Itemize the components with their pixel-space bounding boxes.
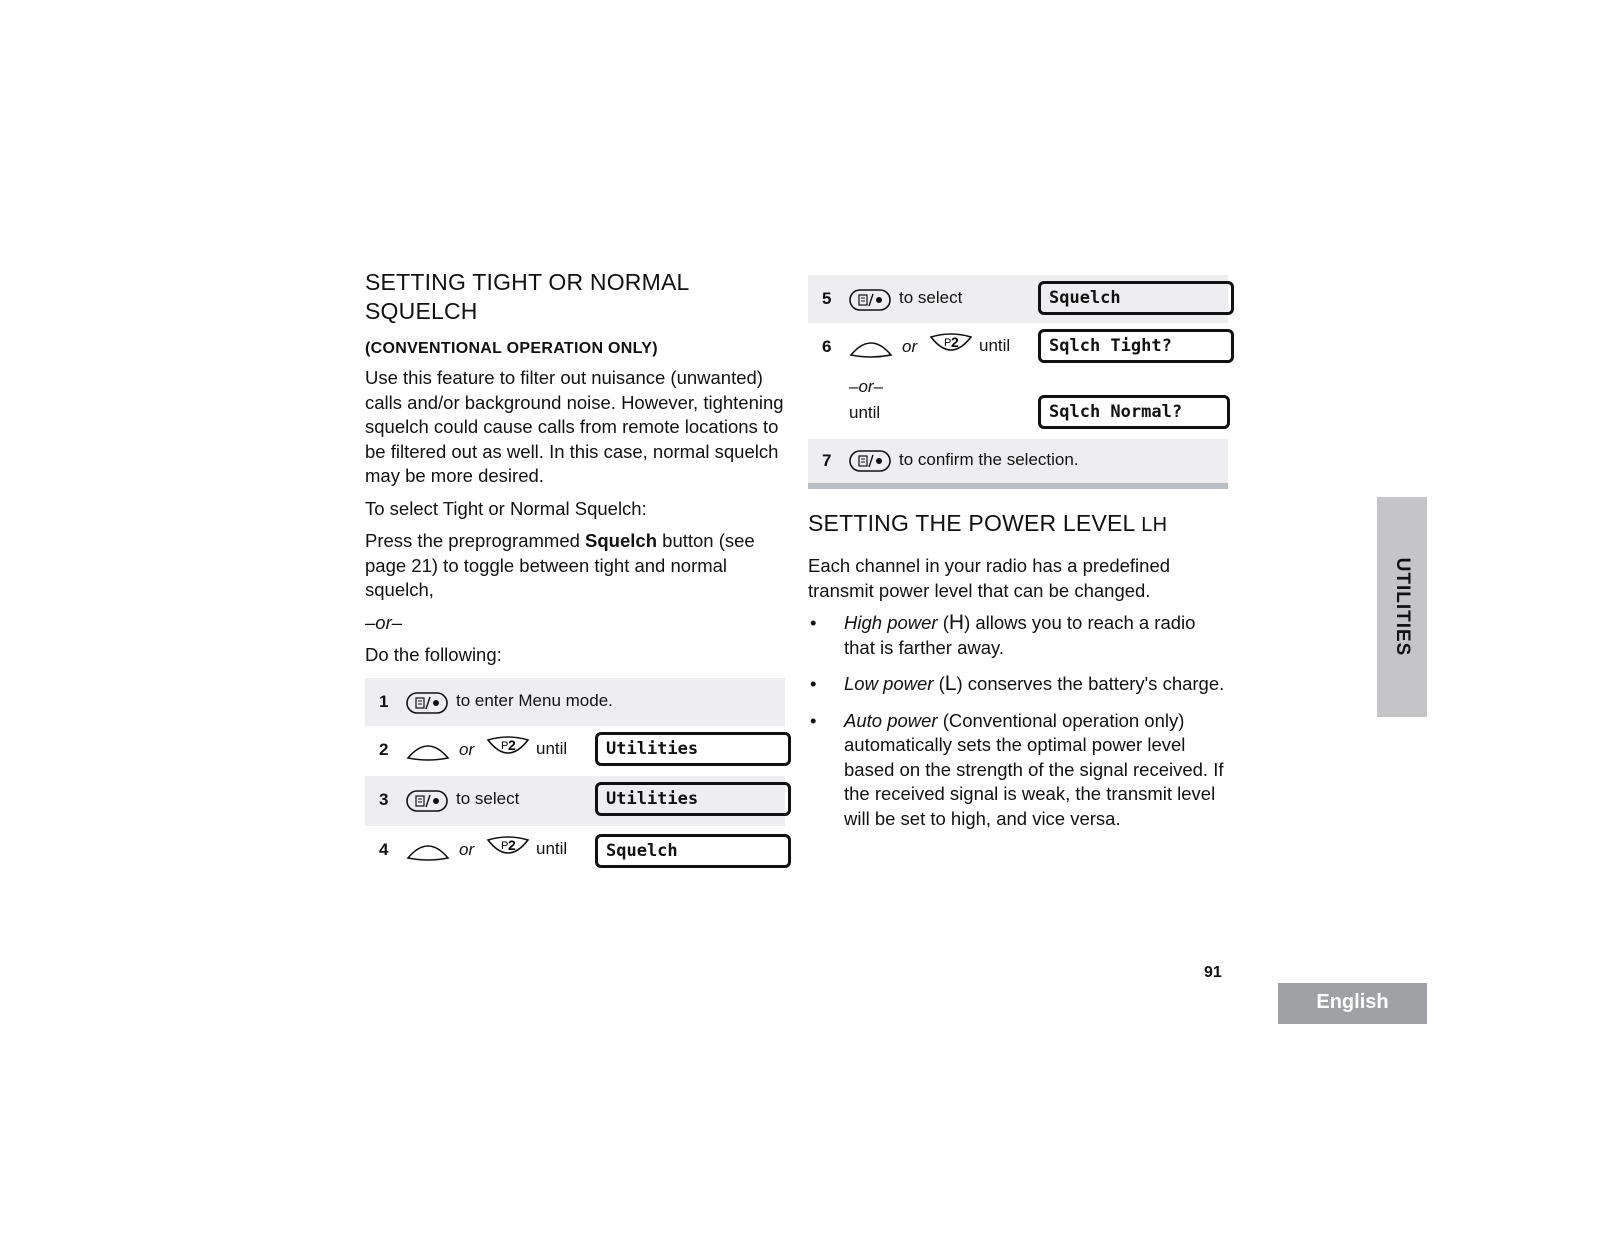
step-row — [808, 275, 1228, 323]
list-item — [808, 709, 1228, 832]
svg-text:P: P — [501, 739, 509, 752]
power-intro-paragraph: Each channel in your radio has a predefined transmit power level that can be changed. — [808, 555, 1171, 601]
menu-select-key-icon — [849, 289, 891, 316]
p2-key-icon — [929, 333, 973, 362]
step-number: 6 — [822, 337, 832, 356]
high-power-desc: allows you to reach a radio that is farther away. — [844, 612, 1196, 658]
menu-select-key-icon — [406, 790, 448, 817]
power-bullets — [808, 611, 1228, 831]
lh-power-icon: LH — [1141, 514, 1168, 536]
p2-key-icon — [486, 736, 530, 765]
high-power-label: High power — [844, 612, 938, 633]
svg-text:2: 2 — [508, 836, 516, 853]
or-text: or — [459, 739, 475, 759]
step-number: 2 — [379, 739, 389, 759]
svg-text:2: 2 — [951, 334, 959, 350]
section-title-power — [808, 509, 1228, 540]
section-title-squelch: SETTING TIGHT OR NORMAL SQUELCH — [365, 269, 689, 324]
paren-open: ( — [938, 673, 945, 694]
do-following: Do the following: — [365, 644, 502, 665]
steps-table-right — [808, 275, 1228, 489]
paren-close: ) — [964, 612, 971, 633]
page-number: 91 — [1204, 964, 1222, 981]
squelch-keyword: Squelch — [585, 530, 658, 551]
bullet-dot: • — [810, 709, 817, 731]
step-number: 1 — [379, 691, 389, 711]
p2-key-icon — [486, 836, 530, 865]
display-sqlch-tight: Sqlch Tight? — [1038, 329, 1234, 363]
or-text: or — [902, 337, 918, 356]
section-subtitle: (CONVENTIONAL OPERATION ONLY) — [365, 340, 658, 357]
low-power-label: Low power — [844, 673, 934, 694]
or-separator: –or– — [849, 377, 884, 396]
list-item — [808, 672, 1228, 697]
list-item — [808, 611, 1228, 660]
press-text: Press the preprogrammed — [365, 530, 586, 551]
step-text: to select — [899, 288, 963, 307]
step-text: to confirm the selection. — [899, 450, 1079, 469]
svg-text:P: P — [944, 337, 952, 349]
menu-select-key-icon — [849, 450, 891, 477]
instruction-paragraph: To select Tight or Normal Squelch: — [365, 497, 647, 519]
l-power-icon: L — [944, 672, 957, 695]
step-row — [365, 678, 785, 726]
step-row — [365, 776, 785, 826]
svg-text:P: P — [501, 839, 509, 852]
intro-paragraph: Use this feature to filter out nuisance (unwanted) calls and/or background noise. However, tightening squelch could cause calls from remote locations to be filtered out as well. In this case, normal squelch may be more desired. — [365, 367, 784, 486]
paren-close: ) — [956, 673, 963, 694]
display-utilities: Utilities — [595, 782, 791, 816]
or-text: or — [459, 839, 475, 859]
menu-select-key-icon — [406, 692, 448, 719]
up-key-icon — [406, 740, 450, 767]
table-bottom-rule — [808, 483, 1228, 489]
until-text: until — [536, 738, 568, 758]
language-tab: English — [1278, 983, 1427, 1024]
left-column — [365, 268, 785, 876]
utilities-side-tab — [1377, 497, 1427, 717]
paren-open: ( — [942, 612, 949, 633]
power-title-text: SETTING THE POWER LEVEL — [808, 510, 1135, 536]
step-number: 4 — [379, 839, 389, 859]
step-row — [365, 826, 785, 876]
step-text: to enter Menu mode. — [456, 690, 613, 710]
up-key-icon — [849, 337, 893, 364]
display-squelch: Squelch — [1038, 281, 1234, 315]
steps-table-left — [365, 678, 785, 876]
step-row-or — [808, 371, 1228, 439]
until-text: until — [979, 336, 1011, 355]
or-separator: –or– — [365, 611, 403, 633]
press-button-paragraph — [365, 529, 785, 603]
bullet-dot: • — [810, 612, 817, 633]
auto-power-desc: (Conventional operation only) automatically sets the optimal power level based on the strength of the signal received. If the received signal is weak, the transmit level will be set to high, and vice versa. — [844, 709, 1224, 829]
bullet-dot: • — [810, 673, 817, 694]
step-row — [808, 323, 1228, 371]
low-power-desc: conserves the battery's charge. — [962, 673, 1225, 694]
step-row — [365, 726, 785, 776]
auto-power-label: Auto power — [844, 709, 938, 731]
h-power-icon: H — [948, 611, 965, 634]
press-text-end: button (see page 21) to toggle between tight and normal squelch, — [365, 530, 755, 600]
step-number: 5 — [822, 289, 832, 308]
right-column — [808, 275, 1228, 843]
up-key-icon — [406, 840, 450, 867]
until-text: until — [536, 838, 568, 858]
step-row — [808, 439, 1228, 483]
display-sqlch-normal: Sqlch Normal? — [1038, 395, 1230, 429]
side-tab-label: UTILITIES — [1392, 557, 1413, 657]
display-utilities: Utilities — [595, 732, 791, 766]
svg-text:2: 2 — [508, 736, 516, 753]
step-number: 7 — [822, 451, 832, 470]
until-text: until — [849, 403, 881, 422]
step-number: 3 — [379, 789, 389, 809]
display-squelch: Squelch — [595, 834, 791, 868]
step-text: to select — [456, 788, 520, 808]
